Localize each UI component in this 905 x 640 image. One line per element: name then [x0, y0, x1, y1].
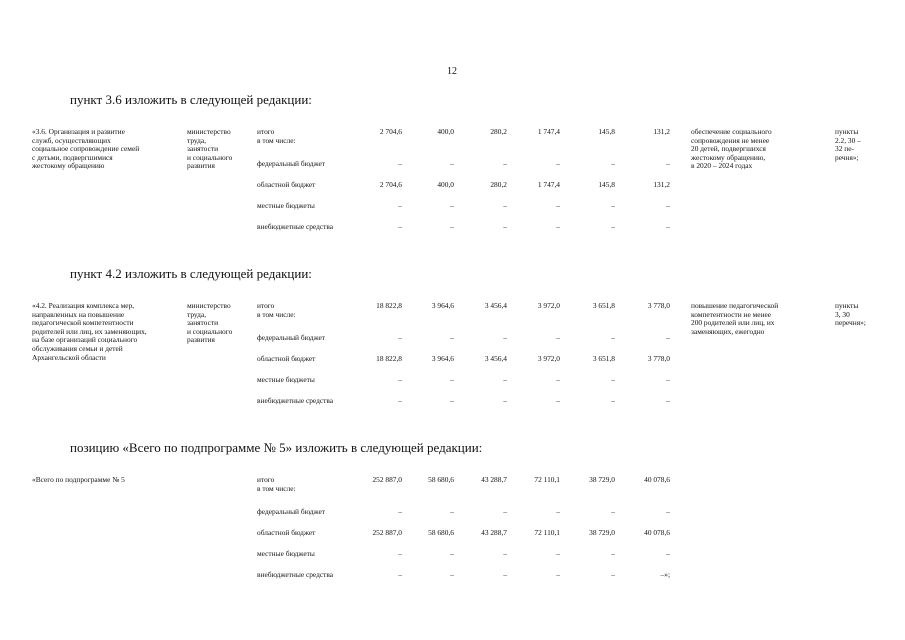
funding-source-label: внебюджетные средства — [257, 396, 334, 405]
funding-value: – — [398, 375, 402, 384]
executor-line: труда, — [187, 135, 207, 145]
executor-line: развития — [187, 335, 215, 345]
funding-source-label: местные бюджеты — [257, 375, 315, 384]
funding-value: 280,2 — [490, 127, 507, 136]
result-line: обеспечение социального — [691, 127, 772, 136]
funding-value: 280,2 — [490, 180, 507, 189]
funding-value: – — [398, 333, 402, 342]
funding-value: – — [666, 333, 670, 342]
funding-value: – — [666, 549, 670, 558]
measure-name-line: направленных на повышение — [32, 309, 125, 319]
funding-value: – — [503, 507, 507, 516]
funding-source-label: федеральный бюджет — [257, 507, 326, 516]
executor-line: развития — [187, 161, 215, 171]
funding-value: – — [556, 570, 560, 579]
measure-name-line: родителей или лиц, их заменяющих, — [32, 326, 147, 336]
funding-value: – — [611, 222, 615, 231]
funding-value: – — [450, 159, 454, 168]
funding-value: – — [556, 549, 560, 558]
funding-source-label: федеральный бюджет — [257, 333, 326, 342]
funding-source-label: итого — [257, 475, 275, 484]
funding-value: – — [611, 396, 615, 405]
section-heading: пункт 3.6 изложить в следующей редакции: — [70, 92, 312, 107]
result-line: повышение педагогической — [691, 301, 779, 310]
funding-value: 3 778,0 — [647, 354, 670, 363]
funding-value: – — [556, 201, 560, 210]
funding-value: 72 110,1 — [534, 528, 560, 537]
funding-value: – — [398, 507, 402, 516]
funding-value: – — [450, 333, 454, 342]
funding-value: – — [666, 159, 670, 168]
funding-value: – — [450, 396, 454, 405]
measure-name-line: «3.6. Организация и развитие — [32, 127, 125, 136]
reference-line: речня»; — [835, 152, 859, 162]
funding-value: 3 964,6 — [431, 354, 454, 363]
funding-value: – — [503, 549, 507, 558]
funding-source-label: федеральный бюджет — [257, 159, 326, 168]
funding-value: – — [450, 222, 454, 231]
funding-value: – — [556, 507, 560, 516]
funding-source-label: областной бюджет — [257, 354, 316, 363]
funding-value: – — [503, 159, 507, 168]
funding-value: – — [398, 201, 402, 210]
funding-value: – — [611, 201, 615, 210]
funding-value: 38 729,0 — [589, 475, 615, 484]
funding-value: – — [398, 396, 402, 405]
funding-source-label: в том числе: — [257, 135, 296, 145]
funding-value: 3 456,4 — [484, 301, 507, 310]
result-line: 20 детей, подвергшихся — [691, 144, 766, 154]
funding-value: 38 729,0 — [589, 528, 615, 537]
funding-value: – — [611, 507, 615, 516]
funding-value: 18 822,8 — [376, 354, 402, 363]
funding-source-label: внебюджетные средства — [257, 222, 334, 231]
measure-name-line: «4.2. Реализация комплекса мер, — [32, 301, 135, 310]
funding-value: 40 078,6 — [644, 475, 670, 484]
funding-value: 1 747,4 — [537, 127, 560, 136]
funding-value: 145,8 — [598, 127, 615, 136]
funding-value: – — [503, 396, 507, 405]
funding-source-label: местные бюджеты — [257, 549, 315, 558]
funding-value: – — [503, 570, 507, 579]
funding-source-label: итого — [257, 127, 275, 136]
result-line: 200 родителей или лиц, их — [691, 318, 775, 328]
funding-value: – — [611, 333, 615, 342]
reference-line: 3, 30 — [835, 309, 850, 319]
measure-name-line: служб, осуществляющих — [32, 135, 111, 145]
executor-line: и социального — [187, 152, 233, 162]
funding-value: 131,2 — [653, 180, 670, 189]
funding-value: 400,0 — [437, 127, 454, 136]
funding-value: 3 972,0 — [537, 301, 560, 310]
measure-name-line: с детьми, подвергшимися — [32, 152, 113, 162]
executor-line: министерство — [187, 127, 231, 136]
funding-value: – — [556, 396, 560, 405]
funding-value: – — [398, 570, 402, 579]
funding-source-label: местные бюджеты — [257, 201, 315, 210]
funding-value: – — [556, 333, 560, 342]
funding-value: – — [450, 570, 454, 579]
funding-value: – — [556, 222, 560, 231]
funding-value: 145,8 — [598, 180, 615, 189]
executor-line: занятости — [187, 318, 219, 328]
funding-value: – — [450, 375, 454, 384]
funding-source-label: в том числе: — [257, 483, 296, 493]
funding-source-label: внебюджетные средства — [257, 570, 334, 579]
funding-value: – — [503, 375, 507, 384]
measure-name-line: «Всего по подпрограмме № 5 — [32, 475, 125, 484]
section-heading: позицию «Всего по подпрограмме № 5» изложить в следующей редакции: — [70, 440, 483, 455]
funding-value: – — [450, 549, 454, 558]
funding-value: – — [398, 159, 402, 168]
measure-name-line: социальное сопровождение семей — [32, 144, 140, 154]
result-line: компетентности не менее — [691, 309, 772, 319]
funding-source-label: областной бюджет — [257, 528, 316, 537]
funding-value: – — [666, 507, 670, 516]
page-number: 12 — [447, 66, 457, 77]
funding-value: – — [450, 507, 454, 516]
funding-source-label: в том числе: — [257, 309, 296, 319]
funding-value: – — [398, 549, 402, 558]
funding-value: 3 778,0 — [647, 301, 670, 310]
funding-value: 3 651,8 — [592, 354, 615, 363]
reference-line: перечня»; — [835, 318, 866, 328]
funding-value: 58 680,6 — [428, 475, 454, 484]
reference-line: 2.2, 30 – — [835, 135, 861, 145]
funding-value: 2 704,6 — [379, 127, 402, 136]
reference-line: 32 пе- — [835, 144, 854, 154]
funding-value: 3 456,4 — [484, 354, 507, 363]
funding-value: 3 651,8 — [592, 301, 615, 310]
funding-value: – — [611, 570, 615, 579]
funding-value: – — [611, 375, 615, 384]
funding-value: – — [503, 201, 507, 210]
result-line: жестокому обращению, — [691, 152, 766, 162]
funding-value: – — [611, 549, 615, 558]
funding-value: 40 078,6 — [644, 528, 670, 537]
reference-line: пункты — [835, 301, 859, 310]
funding-value: – — [666, 222, 670, 231]
funding-value: 2 704,6 — [379, 180, 402, 189]
executor-line: и социального — [187, 326, 233, 336]
executor-line: министерство — [187, 301, 231, 310]
funding-source-label: итого — [257, 301, 275, 310]
result-line: сопровождения не менее — [691, 135, 770, 145]
funding-value: 43 288,7 — [481, 475, 507, 484]
funding-value: 3 972,0 — [537, 354, 560, 363]
funding-value: –»; — [660, 570, 670, 579]
funding-value: – — [556, 375, 560, 384]
section-heading: пункт 4.2 изложить в следующей редакции: — [70, 266, 312, 281]
funding-value: – — [503, 222, 507, 231]
funding-source-label: областной бюджет — [257, 180, 316, 189]
reference-line: пункты — [835, 127, 859, 136]
measure-name-line: обслуживания семьи и детей — [32, 344, 123, 353]
funding-value: – — [450, 201, 454, 210]
funding-value: 252 887,0 — [372, 528, 402, 537]
measure-name-line: педагогической компетентности — [32, 318, 134, 328]
funding-value: – — [666, 375, 670, 384]
funding-value: 43 288,7 — [481, 528, 507, 537]
measure-name-line: на базе организаций социального — [32, 335, 138, 345]
funding-value: – — [556, 159, 560, 168]
funding-value: – — [503, 333, 507, 342]
funding-value: 18 822,8 — [376, 301, 402, 310]
funding-value: – — [666, 396, 670, 405]
result-line: заменяющих, ежегодно — [691, 326, 765, 336]
funding-value: – — [611, 159, 615, 168]
funding-value: 400,0 — [437, 180, 454, 189]
executor-line: труда, — [187, 309, 207, 319]
executor-line: занятости — [187, 144, 219, 154]
measure-name-line: жестокому обращению — [32, 161, 105, 171]
measure-name-line: Архангельской области — [32, 352, 106, 362]
funding-value: 3 964,6 — [431, 301, 454, 310]
result-line: в 2020 – 2024 годах — [691, 161, 753, 171]
funding-value: 131,2 — [653, 127, 670, 136]
funding-value: 58 680,6 — [428, 528, 454, 537]
funding-value: – — [398, 222, 402, 231]
funding-value: – — [666, 201, 670, 210]
funding-value: 252 887,0 — [372, 475, 402, 484]
funding-value: 72 110,1 — [534, 475, 560, 484]
funding-value: 1 747,4 — [537, 180, 560, 189]
